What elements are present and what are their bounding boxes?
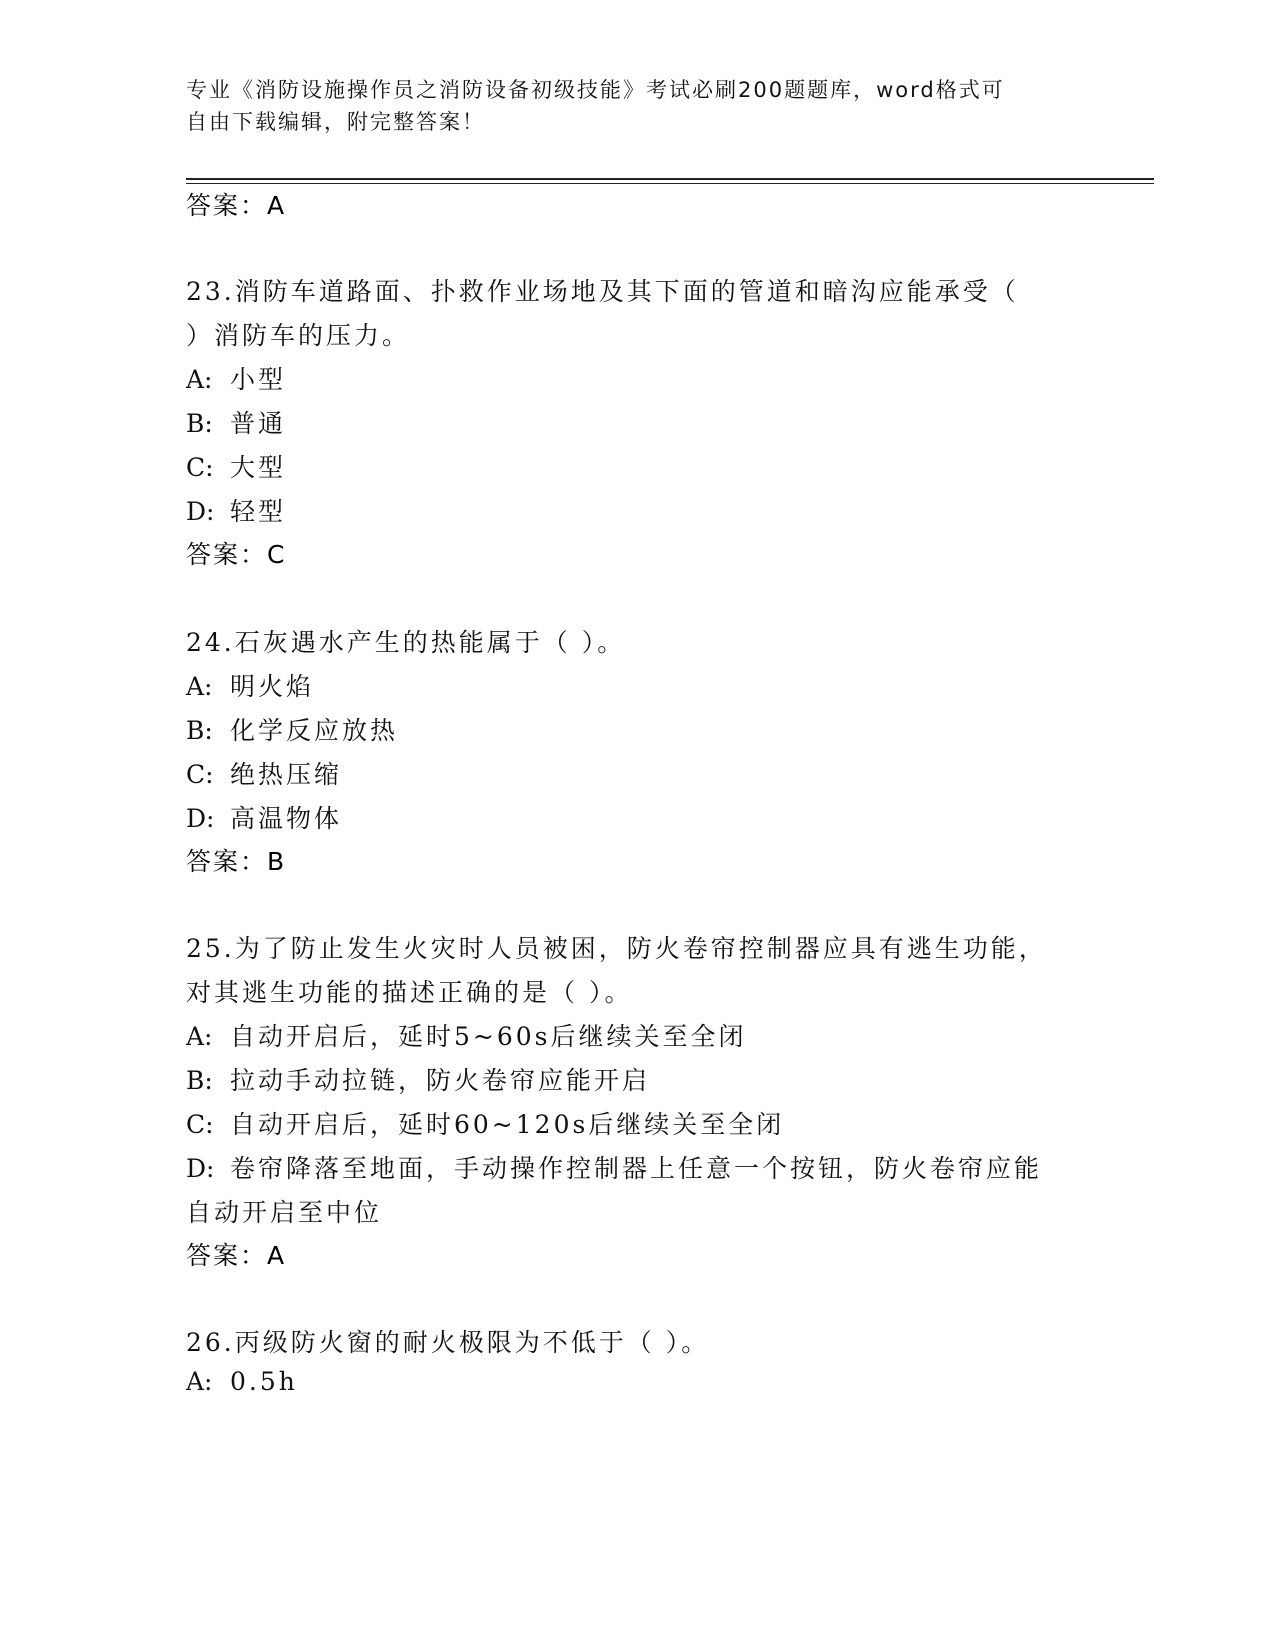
- option-text: 大型: [230, 453, 287, 482]
- option-letter: B:: [186, 1066, 213, 1095]
- option-letter: D:: [186, 804, 215, 833]
- option-text: 化学反应放热: [230, 716, 399, 745]
- question-26-text: 26.丙级防火窗的耐火极限为不低于（ ）。: [186, 1328, 710, 1357]
- option-d: [186, 492, 286, 528]
- option-a: [186, 667, 314, 703]
- question-25-text-cont: 对其逃生功能的描述正确的是（ ）。: [186, 978, 633, 1007]
- option-letter: C:: [186, 1110, 214, 1139]
- question-23-text: 23.消防车道路面、扑救作业场地及其下面的管道和暗沟应能承受（: [186, 277, 1019, 306]
- header-divider: [186, 178, 1154, 180]
- option-letter: A:: [186, 1367, 213, 1396]
- option-letter: A:: [186, 1022, 213, 1051]
- option-text: 拉动手动拉链，防火卷帘应能开启: [230, 1066, 651, 1095]
- question-25-text: 25.为了防止发生火灾时人员被困，防火卷帘控制器应具有逃生功能，: [186, 934, 1047, 963]
- option-b: [186, 1061, 650, 1097]
- option-a: [186, 1017, 747, 1053]
- option-text: 自动开启后，延时5~60s后继续关至全闭: [230, 1022, 747, 1051]
- answer-label: 答案：A: [186, 1241, 287, 1270]
- answer-label: 答案：A: [186, 191, 287, 220]
- option-text: 0.5h: [230, 1367, 298, 1396]
- option-text: 高温物体: [230, 804, 343, 833]
- option-letter: C:: [186, 453, 214, 482]
- answer-label: 答案：C: [186, 540, 287, 569]
- option-a: [186, 1367, 298, 1396]
- option-d: [186, 1149, 1042, 1185]
- option-letter: D:: [186, 1154, 215, 1183]
- option-letter: B:: [186, 716, 213, 745]
- answer-label: 答案：B: [186, 847, 287, 876]
- header-line-2: 自由下载编辑，附完整答案！: [186, 110, 485, 134]
- option-d: [186, 799, 342, 835]
- option-text: 轻型: [230, 497, 287, 526]
- header-line-1: 专业《消防设施操作员之消防设备初级技能》考试必刷200题题库，word格式可: [186, 78, 1005, 102]
- option-letter: A:: [186, 365, 213, 394]
- option-letter: A:: [186, 672, 213, 701]
- option-text: 小型: [230, 365, 287, 394]
- document-header: [186, 74, 1066, 138]
- option-c: [186, 755, 342, 791]
- option-d-cont: 自动开启至中位: [186, 1198, 383, 1227]
- option-c: [186, 448, 286, 484]
- option-text: 明火焰: [230, 672, 315, 701]
- option-b: [186, 711, 398, 747]
- option-b: [186, 404, 286, 440]
- option-c: [186, 1105, 784, 1141]
- option-text: 绝热压缩: [230, 760, 343, 789]
- question-23-text-cont: ）消防车的压力。: [186, 321, 411, 350]
- option-text: 卷帘降落至地面，手动操作控制器上任意一个按钮，防火卷帘应能: [230, 1154, 1043, 1183]
- option-text: 普通: [230, 409, 287, 438]
- option-letter: C:: [186, 760, 214, 789]
- option-a: [186, 360, 286, 396]
- option-letter: B:: [186, 409, 213, 438]
- option-text: 自动开启后，延时60~120s后继续关至全闭: [230, 1110, 785, 1139]
- question-24-text: 24.石灰遇水产生的热能属于（ ）。: [186, 628, 626, 657]
- option-letter: D:: [186, 497, 215, 526]
- header-divider-thin: [186, 183, 1154, 184]
